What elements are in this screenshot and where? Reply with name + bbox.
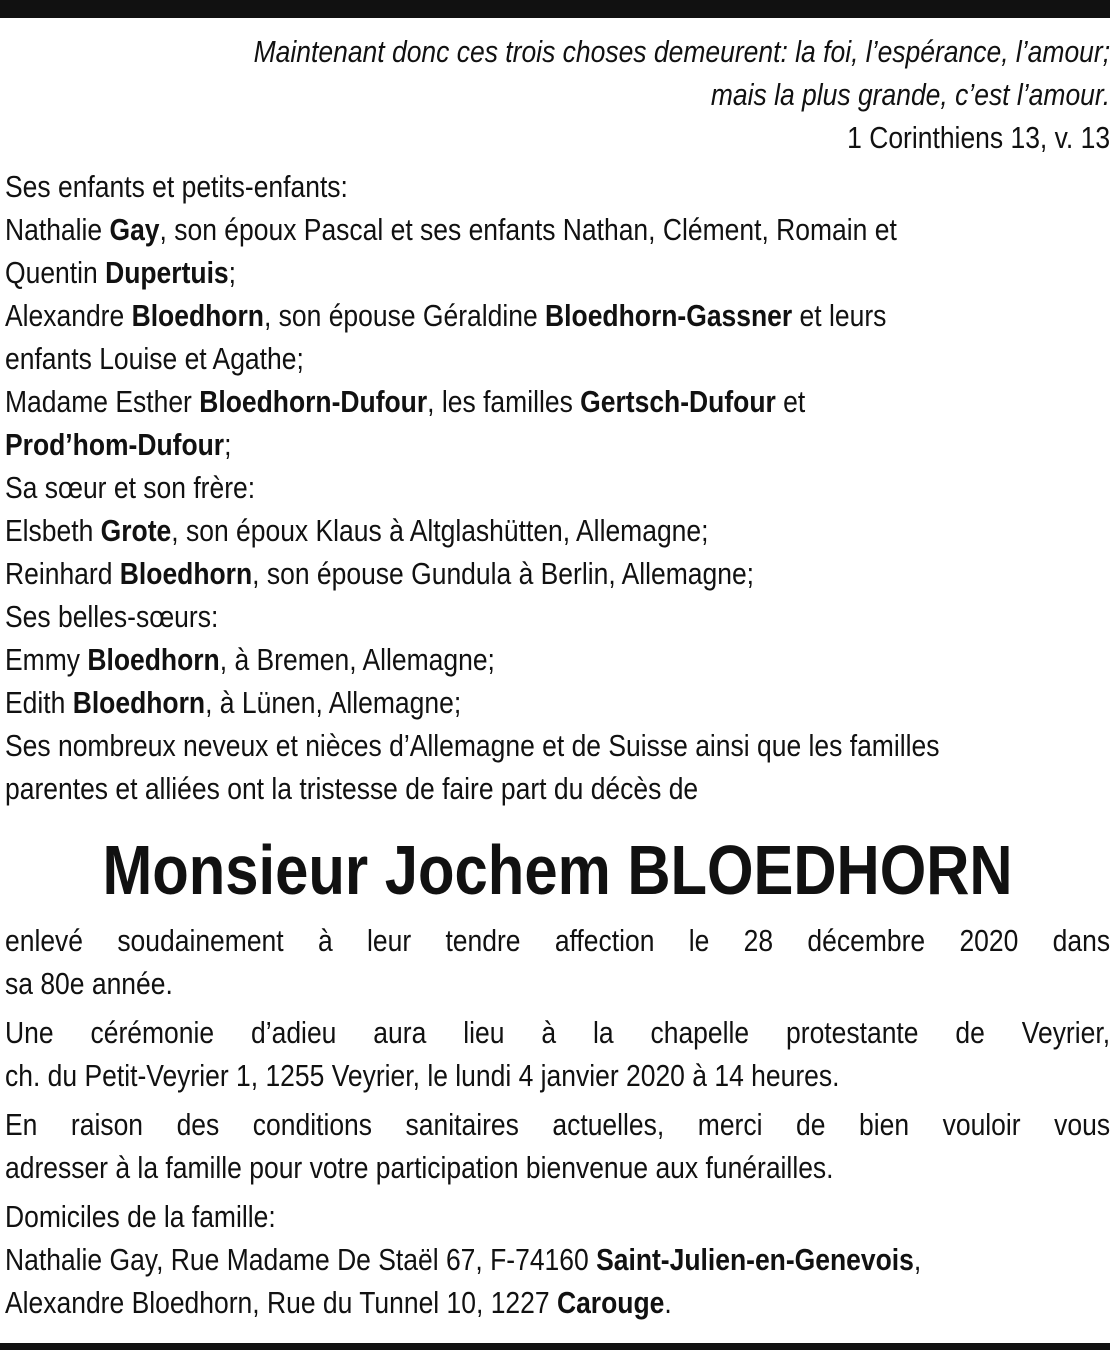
text-segment: et: [775, 384, 806, 419]
text-line: [5, 1195, 1110, 1238]
bottom-border: [0, 1343, 1110, 1350]
text-line: [5, 638, 1110, 681]
deceased-name: Monsieur Jochem BLOEDHORN: [102, 831, 1013, 909]
text-segment: .: [664, 1285, 672, 1320]
quote-reference: 1 Corinthiens 13, v. 13: [847, 120, 1110, 155]
top-border: [0, 0, 1110, 18]
text-segment: Ses enfants et petits-enfants:: [5, 169, 348, 204]
text-segment: , à Bremen, Allemagne;: [219, 642, 495, 677]
text-segment: Alexandre: [5, 298, 132, 333]
family-name: Prod’hom-Dufour: [5, 427, 225, 462]
text-line: [5, 337, 1110, 380]
text-segment: En raison des conditions sanitaires actuelles, merci de bien vouloir vous: [5, 1107, 1110, 1142]
text-line: [5, 595, 1110, 638]
text-segment: Nathalie Gay, Rue Madame De Staël 67, F-74160: [5, 1242, 597, 1277]
obituary-notice: [5, 30, 1110, 1324]
text-segment: Elsbeth: [5, 513, 101, 548]
text-line: [5, 509, 1110, 552]
text-segment: Ses nombreux neveux et nièces d’Allemagne et de Suisse ainsi que les familles: [5, 728, 940, 763]
text-line: [5, 1281, 1110, 1324]
bible-quote: [5, 30, 1110, 159]
text-segment: enlevé soudainement à leur tendre affection le 28 décembre 2020 dans: [5, 923, 1110, 958]
text-segment: , à Lünen, Allemagne;: [205, 685, 462, 720]
text-segment: , son épouse Géraldine: [263, 298, 546, 333]
text-line: [5, 724, 1110, 767]
family-name: Bloedhorn: [131, 298, 264, 333]
family-name: Bloedhorn-Gassner: [545, 298, 793, 333]
text-segment: sa 80e année.: [5, 966, 173, 1001]
text-segment: Nathalie: [5, 212, 110, 247]
text-segment: ch. du Petit-Veyrier 1, 1255 Veyrier, le lundi 4 janvier 2020 à 14 heures.: [5, 1058, 840, 1093]
text-segment: Madame Esther: [5, 384, 200, 419]
family-name: Gay: [109, 212, 160, 247]
text-line: [5, 919, 1110, 962]
text-line: [5, 1238, 1110, 1281]
text-segment: adresser à la famille pour votre participation bienvenue aux funérailles.: [5, 1150, 834, 1185]
family-name: Bloedhorn: [72, 685, 206, 720]
text-line: [5, 466, 1110, 509]
text-line: [5, 251, 1110, 294]
paragraph: [5, 1011, 1110, 1097]
text-line: [5, 294, 1110, 337]
quote-line: Maintenant donc ces trois choses demeurent: la foi, l’espérance, l’amour;: [253, 34, 1110, 69]
text-line: [5, 962, 1110, 1005]
text-segment: ;: [228, 255, 237, 290]
family-name: Grote: [100, 513, 172, 548]
text-line: [5, 1103, 1110, 1146]
text-line: [5, 380, 1110, 423]
text-line: [5, 552, 1110, 595]
text-line: [5, 423, 1110, 466]
text-segment: Emmy: [5, 642, 88, 677]
family-list: [5, 165, 1110, 810]
text-segment: , son épouse Gundula à Berlin, Allemagne;: [252, 556, 755, 591]
family-name: Dupertuis: [105, 255, 229, 290]
family-name: Carouge: [556, 1285, 665, 1320]
text-line: [5, 1011, 1110, 1054]
text-line: [5, 767, 1110, 810]
text-segment: Reinhard: [5, 556, 120, 591]
text-segment: ,: [913, 1242, 922, 1277]
text-segment: enfants Louise et Agathe;: [5, 341, 304, 376]
text-line: [5, 208, 1110, 251]
paragraph: [5, 1103, 1110, 1189]
paragraph: [5, 1195, 1110, 1324]
text-segment: Sa sœur et son frère:: [5, 470, 256, 505]
family-name: Gertsch-Dufour: [580, 384, 776, 419]
text-segment: et leurs: [792, 298, 887, 333]
text-line: [5, 1146, 1110, 1189]
text-segment: Ses belles-sœurs:: [5, 599, 219, 634]
family-name: Bloedhorn-Dufour: [199, 384, 428, 419]
text-segment: , son époux Klaus à Altglashütten, Allemagne;: [171, 513, 709, 548]
text-segment: Quentin: [5, 255, 106, 290]
text-segment: , son époux Pascal et ses enfants Nathan, Clément, Romain et: [159, 212, 897, 247]
family-name: Bloedhorn: [119, 556, 253, 591]
quote-line: mais la plus grande, c’est l’amour.: [710, 77, 1110, 112]
text-line: [5, 681, 1110, 724]
family-name: Bloedhorn: [87, 642, 220, 677]
text-line: [5, 165, 1110, 208]
text-segment: Domiciles de la famille:: [5, 1199, 276, 1234]
text-segment: Une cérémonie d’adieu aura lieu à la chapelle protestante de Veyrier,: [5, 1015, 1110, 1050]
text-segment: ;: [224, 427, 232, 462]
text-segment: Alexandre Bloedhorn, Rue du Tunnel 10, 1227: [5, 1285, 557, 1320]
paragraph: [5, 919, 1110, 1005]
text-segment: Edith: [5, 685, 73, 720]
text-line: [5, 1054, 1110, 1097]
family-name: Saint-Julien-en-Genevois: [596, 1242, 914, 1277]
notice-details: [5, 919, 1110, 1324]
text-segment: parentes et alliées ont la tristesse de faire part du décès de: [5, 771, 699, 806]
text-segment: , les familles: [427, 384, 581, 419]
